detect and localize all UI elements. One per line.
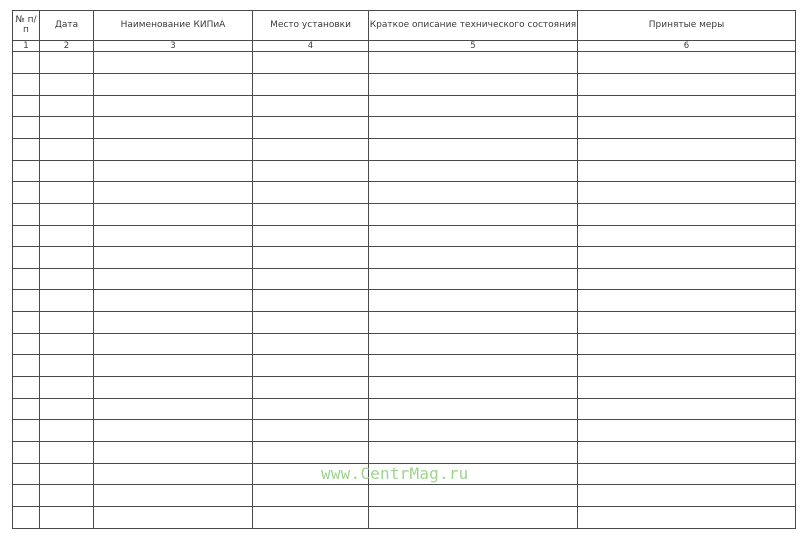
table-cell	[94, 138, 253, 160]
table-cell	[40, 442, 94, 464]
table-cell	[40, 333, 94, 355]
table-cell	[369, 247, 578, 269]
table-cell	[253, 442, 369, 464]
journal-sheet	[12, 10, 795, 529]
table-cell	[369, 355, 578, 377]
table-cell	[13, 182, 40, 204]
column-index: 2	[40, 40, 94, 51]
table-row	[13, 420, 796, 442]
table-cell	[369, 312, 578, 334]
column-index: 6	[578, 40, 796, 51]
table-row	[13, 160, 796, 182]
table-cell	[578, 485, 796, 507]
table-cell	[94, 290, 253, 312]
table-cell	[13, 507, 40, 529]
table-cell	[40, 117, 94, 139]
table-cell	[94, 485, 253, 507]
header-device-name: Наименование КИПиА	[94, 11, 253, 41]
table-cell	[40, 420, 94, 442]
table-cell	[253, 485, 369, 507]
table-cell	[40, 398, 94, 420]
table-row	[13, 138, 796, 160]
table-cell	[94, 420, 253, 442]
table-cell	[40, 52, 94, 74]
table-cell	[253, 290, 369, 312]
table-cell	[253, 117, 369, 139]
table-cell	[94, 73, 253, 95]
table-cell	[253, 398, 369, 420]
table-cell	[13, 355, 40, 377]
table-row	[13, 355, 796, 377]
table-cell	[578, 420, 796, 442]
table-cell	[578, 52, 796, 74]
column-index: 3	[94, 40, 253, 51]
table-cell	[369, 225, 578, 247]
table-cell	[40, 463, 94, 485]
header-number: № п/п	[13, 11, 40, 41]
table-cell	[94, 52, 253, 74]
table-cell	[40, 95, 94, 117]
table-cell	[94, 247, 253, 269]
table-row	[13, 247, 796, 269]
table-row	[13, 377, 796, 399]
table-cell	[13, 333, 40, 355]
table-cell	[94, 160, 253, 182]
table-cell	[578, 73, 796, 95]
table-row	[13, 442, 796, 464]
table-cell	[94, 398, 253, 420]
table-header-row	[13, 11, 796, 41]
table-row	[13, 95, 796, 117]
table-cell	[13, 290, 40, 312]
table-cell	[578, 138, 796, 160]
table-cell	[94, 312, 253, 334]
table-cell	[40, 268, 94, 290]
table-cell	[369, 420, 578, 442]
table-cell	[369, 290, 578, 312]
table-cell	[13, 268, 40, 290]
table-row	[13, 203, 796, 225]
table-cell	[13, 203, 40, 225]
table-cell	[94, 117, 253, 139]
table-row	[13, 485, 796, 507]
table-cell	[578, 160, 796, 182]
table-cell	[40, 203, 94, 225]
table-cell	[13, 442, 40, 464]
table-cell	[40, 225, 94, 247]
table-cell	[13, 138, 40, 160]
table-cell	[578, 463, 796, 485]
column-index: 5	[369, 40, 578, 51]
table-cell	[253, 203, 369, 225]
table-row	[13, 225, 796, 247]
table-cell	[578, 117, 796, 139]
table-cell	[13, 160, 40, 182]
table-cell	[578, 95, 796, 117]
header-condition: Краткое описание технического состояния	[369, 11, 578, 41]
table-cell	[578, 290, 796, 312]
table-row	[13, 182, 796, 204]
column-index-row	[13, 40, 796, 51]
table-cell	[94, 377, 253, 399]
table-cell	[253, 420, 369, 442]
table-cell	[13, 485, 40, 507]
table-cell	[13, 117, 40, 139]
table-cell	[369, 333, 578, 355]
table-cell	[40, 182, 94, 204]
table-cell	[13, 463, 40, 485]
header-location: Место установки	[253, 11, 369, 41]
table-row	[13, 507, 796, 529]
table-cell	[40, 355, 94, 377]
table-cell	[94, 95, 253, 117]
table-cell	[253, 95, 369, 117]
kip-log-table	[12, 10, 796, 529]
table-row	[13, 268, 796, 290]
table-cell	[369, 442, 578, 464]
table-cell	[94, 507, 253, 529]
table-cell	[578, 312, 796, 334]
table-cell	[253, 507, 369, 529]
table-cell	[13, 377, 40, 399]
table-cell	[369, 160, 578, 182]
table-cell	[369, 377, 578, 399]
table-cell	[13, 398, 40, 420]
table-cell	[13, 52, 40, 74]
table-cell	[253, 225, 369, 247]
table-cell	[369, 182, 578, 204]
column-index: 1	[13, 40, 40, 51]
table-row	[13, 333, 796, 355]
table-cell	[369, 203, 578, 225]
table-cell	[40, 160, 94, 182]
table-cell	[94, 463, 253, 485]
table-cell	[13, 420, 40, 442]
table-row	[13, 117, 796, 139]
table-cell	[40, 485, 94, 507]
table-cell	[253, 73, 369, 95]
table-cell	[369, 73, 578, 95]
table-cell	[578, 268, 796, 290]
table-cell	[578, 377, 796, 399]
table-cell	[253, 160, 369, 182]
table-cell	[369, 485, 578, 507]
table-cell	[13, 95, 40, 117]
column-index: 4	[253, 40, 369, 51]
table-cell	[40, 377, 94, 399]
table-row	[13, 312, 796, 334]
table-cell	[94, 203, 253, 225]
table-cell	[369, 52, 578, 74]
table-cell	[13, 312, 40, 334]
table-cell	[94, 225, 253, 247]
table-cell	[94, 333, 253, 355]
table-cell	[253, 333, 369, 355]
table-cell	[369, 117, 578, 139]
table-row	[13, 73, 796, 95]
table-cell	[253, 377, 369, 399]
table-cell	[40, 247, 94, 269]
table-cell	[40, 507, 94, 529]
table-cell	[369, 507, 578, 529]
table-cell	[578, 355, 796, 377]
table-cell	[253, 355, 369, 377]
table-cell	[253, 312, 369, 334]
header-date: Дата	[40, 11, 94, 41]
table-cell	[578, 442, 796, 464]
table-cell	[253, 268, 369, 290]
table-cell	[253, 247, 369, 269]
table-cell	[40, 290, 94, 312]
table-cell	[94, 182, 253, 204]
watermark: www.CentrMag.ru	[321, 464, 469, 483]
table-cell	[369, 268, 578, 290]
table-cell	[40, 138, 94, 160]
table-cell	[578, 507, 796, 529]
table-cell	[369, 95, 578, 117]
table-cell	[94, 268, 253, 290]
table-cell	[94, 355, 253, 377]
table-cell	[13, 225, 40, 247]
table-cell	[578, 225, 796, 247]
table-cell	[40, 73, 94, 95]
table-cell	[253, 182, 369, 204]
table-cell	[253, 138, 369, 160]
table-cell	[369, 398, 578, 420]
table-row	[13, 52, 796, 74]
table-cell	[578, 398, 796, 420]
table-cell	[578, 333, 796, 355]
table-cell	[578, 182, 796, 204]
table-cell	[578, 203, 796, 225]
table-cell	[253, 52, 369, 74]
table-cell	[369, 138, 578, 160]
table-row	[13, 290, 796, 312]
table-cell	[578, 247, 796, 269]
header-measures: Принятые меры	[578, 11, 796, 41]
table-cell	[94, 442, 253, 464]
table-cell	[40, 312, 94, 334]
table-row	[13, 398, 796, 420]
table-cell	[13, 73, 40, 95]
table-cell	[13, 247, 40, 269]
